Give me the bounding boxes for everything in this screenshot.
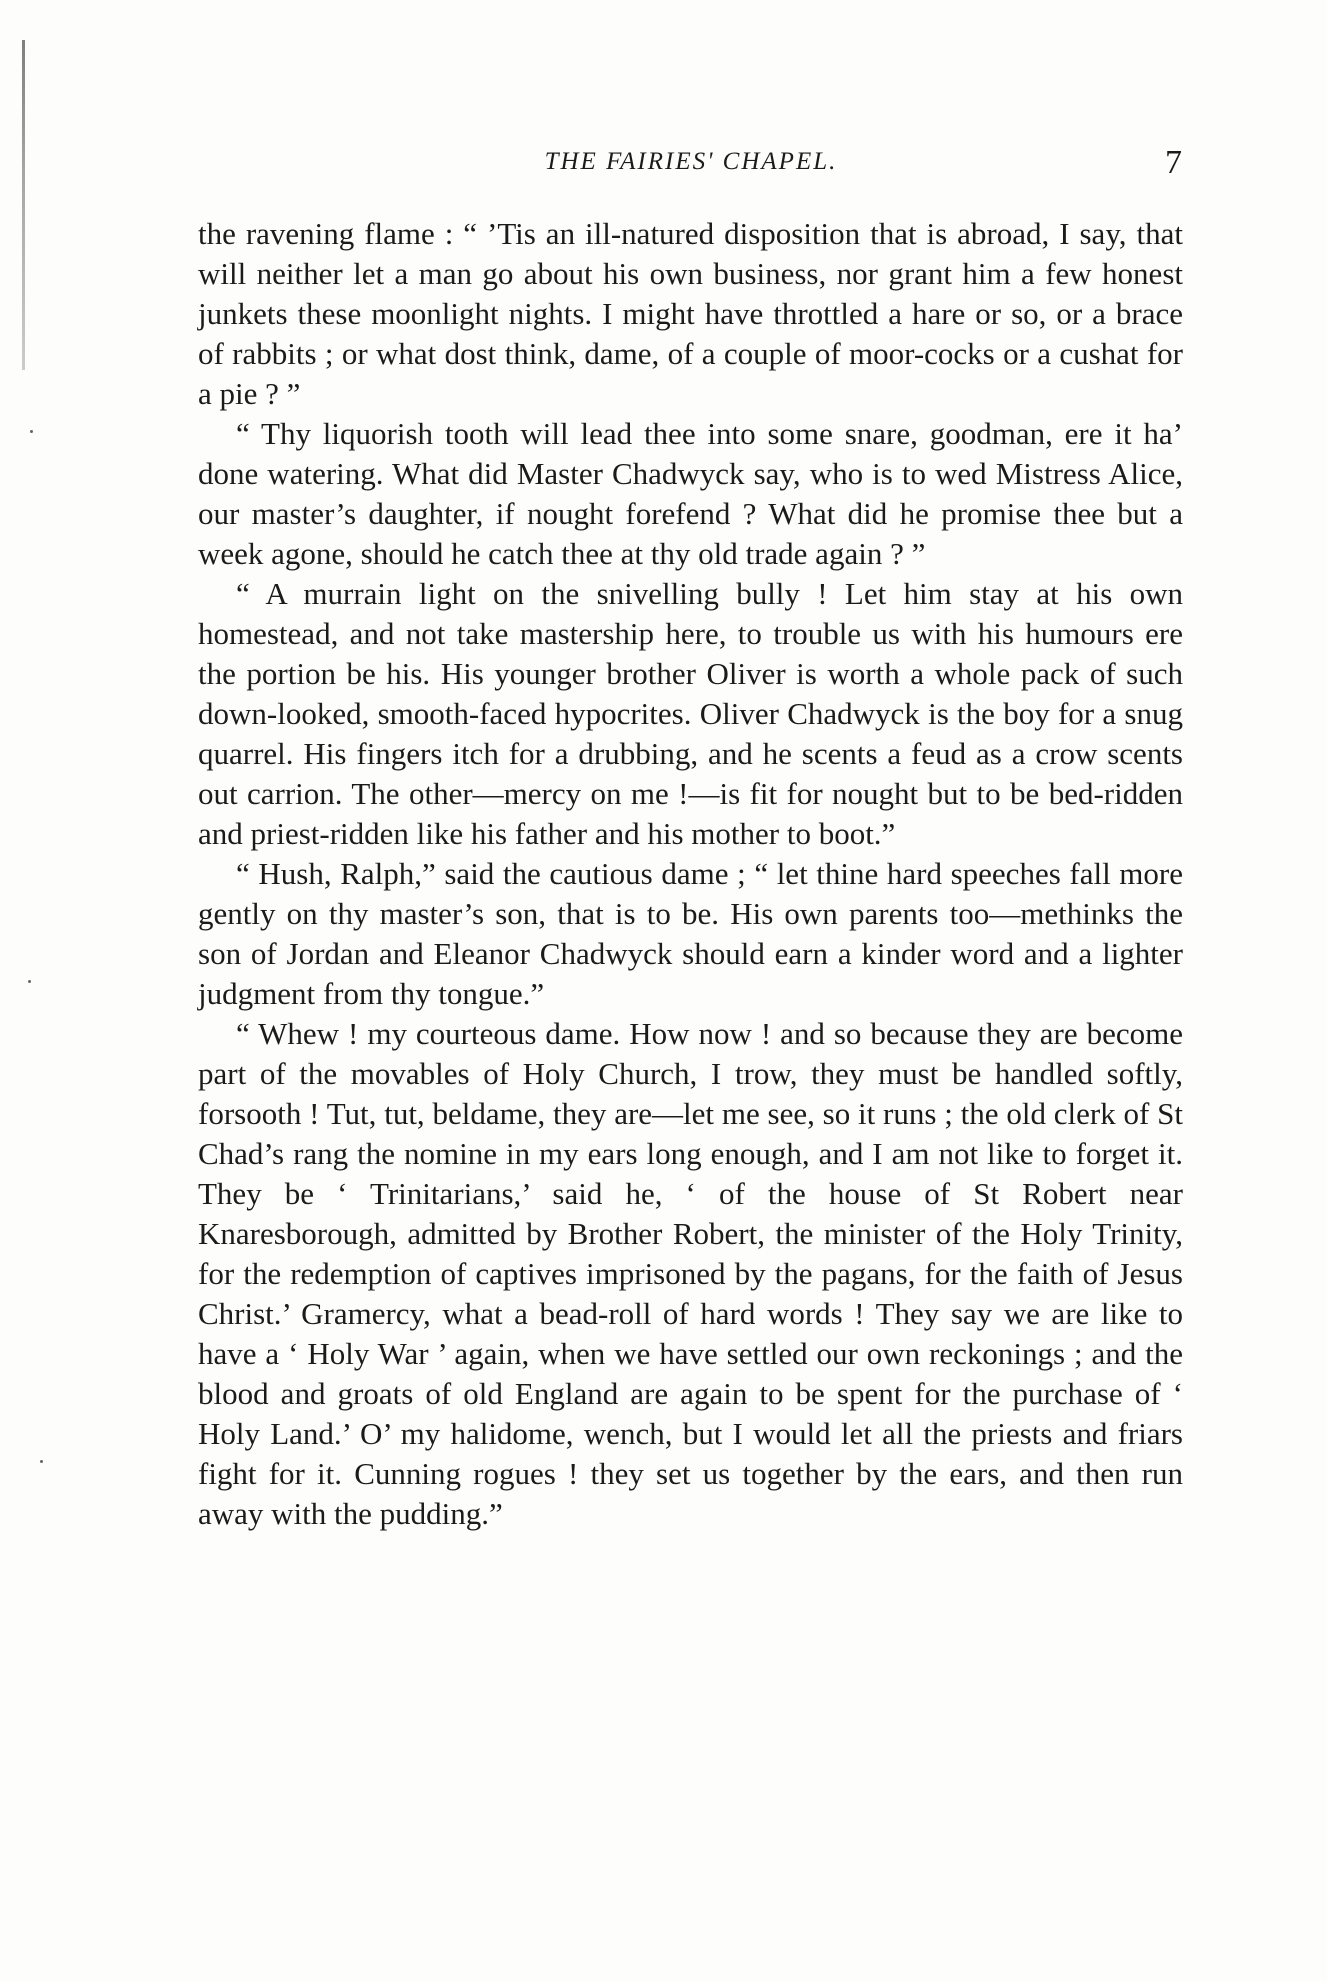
paragraph: the ravening flame : “ ’Tis an ill-natured disposition that is abroad, I say, that will neither let a man go about his own business, nor grant him a few honest junkets these moonlight nights. I might have throttled a hare or so, or a brace of rabbits ; or what dost think, dame, of a couple of moor-cocks or a cushat for a pie ? ” (198, 216, 1183, 411)
running-title: THE FAIRIES' CHAPEL. (544, 148, 838, 175)
scan-speck (28, 980, 31, 983)
scan-speck (40, 1460, 43, 1463)
page-number: 7 (1165, 144, 1182, 181)
page-header (200, 144, 1182, 192)
paragraph: “ Whew ! my courteous dame. How now ! and so because they are become part of the movables of Holy Church, I trow, they must be handled softly, forsooth ! Tut, tut, beldame, they are—let me see, so it runs ; the old clerk of St Chad’s rang the nomine in my ears long enough, and I am not like to forget it. They be ‘ Trinitarians,’ said he, ‘ of the house of St Robert near Knaresborough, admitted by Brother Robert, the minister of the Holy Trinity, for the redemption of captives imprisoned by the pagans, for the faith of Jesus Christ.’ Gramercy, what a bead-roll of hard words ! They say we are like to have a ‘ Holy War ’ again, when we have settled our own reckonings ; and the blood and groats of old England are again to be spent for the purchase of ‘ Holy Land.’ O’ my halidome, wench, but I would let all the priests and friars fight for it. Cunning rogues ! they set us together by the ears, and then run away with the pudding.” (198, 1016, 1183, 1531)
paragraph: “ Hush, Ralph,” said the cautious dame ; “ let thine hard speeches fall more gently on thy master’s son, that is to be. His own parents too—methinks the son of Jordan and Eleanor Chadwyck should earn a kinder word and a lighter judgment from thy tongue.” (198, 856, 1183, 1011)
binding-edge (22, 40, 25, 370)
body-text (198, 214, 1183, 1534)
scan-speck (30, 430, 33, 433)
paragraph: “ A murrain light on the snivelling bully ! Let him stay at his own homestead, and not take mastership here, to trouble us with his humours ere the portion be his. His younger brother Oliver is worth a whole pack of such down-looked, smooth-faced hypocrites. Oliver Chadwyck is the boy for a snug quarrel. His fingers itch for a drubbing, and he scents a feud as a crow scents out carrion. The other—mercy on me !—is fit for nought but to be bed-ridden and priest-ridden like his father and his mother to boot.” (198, 576, 1183, 851)
paragraph: “ Thy liquorish tooth will lead thee into some snare, goodman, ere it ha’ done watering. What did Master Chadwyck say, who is to wed Mistress Alice, our master’s daughter, if nought forefend ? What did he promise thee but a week agone, should he catch thee at thy old trade again ? ” (198, 416, 1183, 571)
